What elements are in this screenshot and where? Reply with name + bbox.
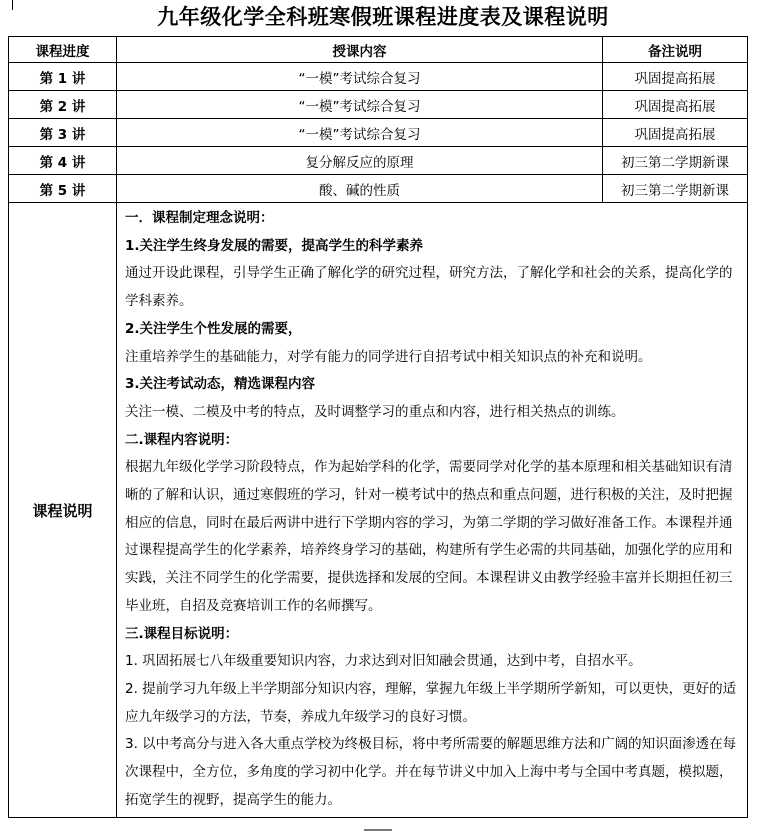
section3-item: 3. 以中考高分与进入各大重点学校为终极目标，将中考所需要的解题思维方法和广阔的知识面渗透在每次课程中，全方位，多角度的学习初中化学。并在每节讲义中加入上海中考与全国中考真题，模拟题，拓宽学生的视野，提高学生的能力。 [125,736,737,808]
section2-title: 二.课程内容说明： [125,431,239,448]
section3-item: 1. 巩固拓展七八年级重要知识内容，力求达到对旧知融会贯通，达到中考，自招水平。 [125,653,642,670]
section1-point3-text: 关注一模、二模及中考的特点，及时调整学习的重点和内容，进行相关热点的训练。 [125,403,625,420]
page-title: 九年级化学全科班寒假班课程进度表及课程说明 [157,4,609,29]
note-cell: 初三第二学期新课 [603,175,748,203]
content-cell: “一模”考试综合复习 [117,91,603,119]
header-content: 授课内容 [117,37,603,63]
content-cell: “一模”考试综合复习 [117,119,603,147]
lecture-cell: 第 1 讲 [9,63,117,91]
section1-point1-title: 1.关注学生终身发展的需要，提高学生的科学素养 [125,237,424,254]
content-cell: 酸、碱的性质 [117,175,603,203]
lecture-cell: 第 5 讲 [9,175,117,203]
page-divider-mark [364,829,392,831]
content-cell: 复分解反应的原理 [117,147,603,175]
note-cell: 巩固提高拓展 [603,63,748,91]
note-cell: 巩固提高拓展 [603,91,748,119]
description-row [9,203,748,818]
content-cell: “一模”考试综合复习 [117,63,603,91]
course-schedule-table [8,36,748,818]
lecture-cell: 第 3 讲 [9,119,117,147]
table-row [9,175,748,203]
section3-title: 三.课程目标说明： [125,625,239,642]
section2-text: 根据九年级化学学习阶段特点，作为起始学科的化学，需要同学对化学的基本原理和相关基础知识有清晰的了解和认识，通过寒假班的学习，针对一模考试中的热点和重点问题，进行积极的关注，及时把握相应的信息，同时在最后两讲中进行下学期内容的学习，为第二学期的学习做好准备工作。本课程并通过课程提高学生的化学素养，培养终身学习的基础，构建所有学生必需的共同基础，加强化学的应用和实践，关注不同学生的化学需要，提供选择和发展的空间。本课程讲义由教学经验丰富并长期担任初三毕业班，自招及竞赛培训工作的名师撰写。 [125,459,733,614]
table-header-row [9,37,748,63]
header-note: 备注说明 [603,37,748,63]
table-row [9,147,748,175]
note-cell: 初三第二学期新课 [603,147,748,175]
table-row [9,119,748,147]
lecture-cell: 第 4 讲 [9,147,117,175]
table-row [9,63,748,91]
section1-point2-text: 注重培养学生的基础能力，对学有能力的同学进行自招考试中相关知识点的补充和说明。 [125,348,652,365]
section1-title: 一．课程制定理念说明： [125,210,274,226]
description-body [117,203,748,818]
header-progress: 课程进度 [9,37,117,63]
section1-point2-title: 2.关注学生个性发展的需要， [125,320,302,337]
note-cell: 巩固提高拓展 [603,119,748,147]
section1-point3-title: 3.关注考试动态，精选课程内容 [125,376,316,393]
lecture-cell: 第 2 讲 [9,91,117,119]
description-label: 课程说明 [9,203,117,818]
table-row [9,91,748,119]
section3-item: 2. 提前学习九年级上半学期部分知识内容，理解，掌握九年级上半学期所学新知，可以更快，更好的适应九年级学习的方法，节奏，养成九年级学习的良好习惯。 [125,680,737,725]
section1-point1-text: 通过开设此课程，引导学生正确了解化学的研究过程，研究方法，了解化学和社会的关系，提高化学的学科素养。 [125,265,733,310]
